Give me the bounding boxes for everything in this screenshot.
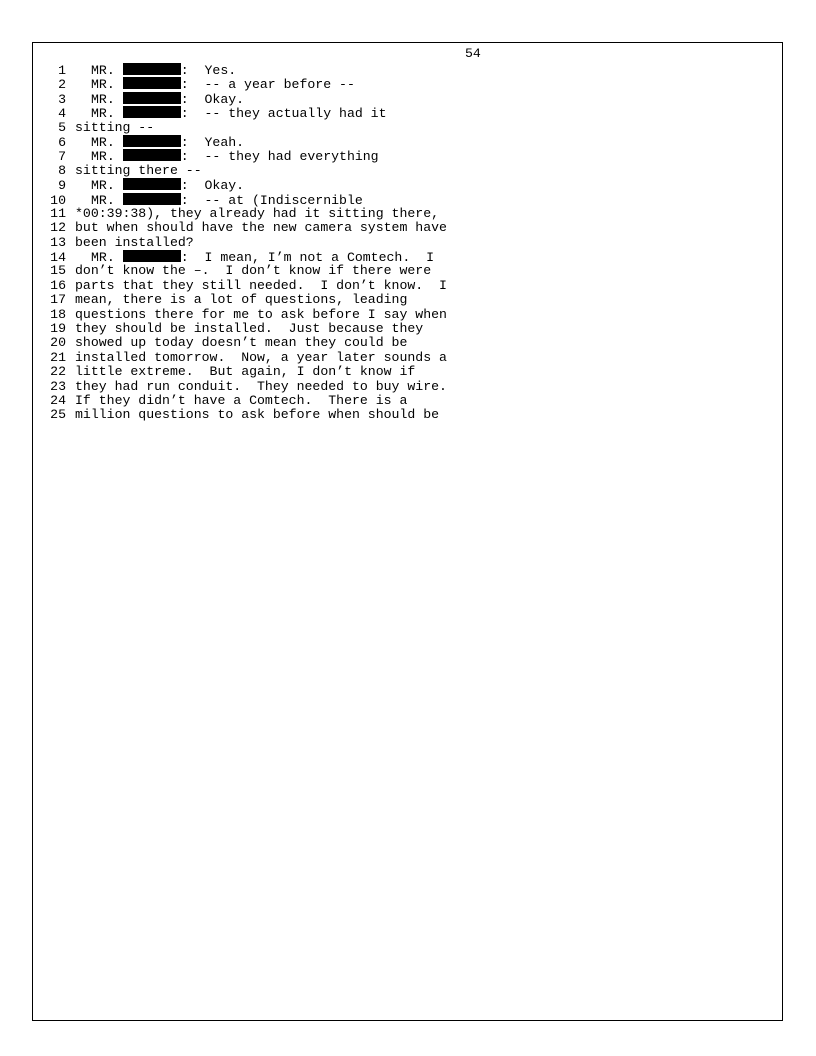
line-text: *00:39:38), they already had it sitting there, — [75, 205, 440, 221]
speaker-label: MR. — [91, 91, 115, 107]
line-text: mean, there is a lot of questions, leading — [75, 292, 408, 308]
transcript-line — [44, 336, 774, 350]
redaction-box — [123, 77, 181, 89]
redaction-box — [123, 135, 181, 147]
line-number: 20 — [50, 335, 66, 351]
line-number: 8 — [58, 162, 66, 178]
line-text: sitting -- — [75, 119, 155, 135]
redaction-box — [123, 178, 181, 190]
transcript-line — [44, 380, 774, 394]
transcript-line — [44, 351, 774, 365]
line-number: 14 — [50, 250, 66, 266]
line-number: 18 — [50, 306, 66, 322]
speaker-label: MR. — [91, 106, 115, 122]
redaction-box — [123, 193, 181, 205]
line-text: : I mean, I’m not a Comtech. I — [180, 250, 434, 266]
line-number: 11 — [50, 205, 66, 221]
line-number: 2 — [58, 77, 66, 93]
line-text: : -- at (Indiscernible — [180, 192, 363, 208]
speaker-label: MR. — [91, 77, 115, 93]
transcript-line — [44, 106, 774, 120]
line-number: 4 — [58, 106, 66, 122]
transcript-line — [44, 279, 774, 293]
transcript-line — [44, 121, 774, 135]
line-number: 13 — [50, 234, 66, 250]
line-text: : -- a year before -- — [180, 77, 355, 93]
line-text: : Yeah. — [180, 134, 245, 150]
line-text: million questions to ask before when should be — [75, 407, 440, 423]
redaction-box — [123, 250, 181, 262]
line-number: 24 — [50, 392, 66, 408]
line-text: : Yes. — [180, 63, 237, 78]
page-number: 54 — [465, 46, 481, 61]
transcript-line — [44, 236, 774, 250]
line-text: sitting there -- — [75, 162, 202, 178]
transcript-line — [44, 264, 774, 278]
transcript-line — [44, 322, 774, 336]
line-number: 16 — [50, 277, 66, 293]
transcript-body — [44, 63, 774, 423]
line-text: they should be installed. Just because they — [75, 321, 424, 337]
line-text: If they didn’t have a Comtech. There is a — [75, 392, 408, 408]
transcript-line — [44, 365, 774, 379]
line-text: : -- they had everything — [180, 149, 379, 165]
line-text: but when should have the new camera system have — [75, 220, 447, 236]
transcript-line — [44, 293, 774, 307]
transcript-line — [44, 207, 774, 221]
transcript-line — [44, 149, 774, 163]
line-number: 17 — [50, 292, 66, 308]
speaker-label: MR. — [91, 250, 115, 266]
redaction-box — [123, 92, 181, 104]
line-text: : -- they actually had it — [180, 106, 387, 122]
speaker-label: MR. — [91, 149, 115, 165]
speaker-label: MR. — [91, 192, 115, 208]
transcript-line — [44, 92, 774, 106]
transcript-line — [44, 308, 774, 322]
transcript-line — [44, 408, 774, 422]
line-number: 6 — [58, 134, 66, 150]
line-number: 9 — [58, 178, 66, 194]
line-text: questions there for me to ask before I say when — [75, 306, 447, 322]
line-number: 10 — [50, 192, 66, 208]
transcript-line — [44, 394, 774, 408]
line-text: been installed? — [75, 234, 194, 250]
transcript-line — [44, 135, 774, 149]
transcript-line — [44, 250, 774, 264]
transcript-line — [44, 63, 774, 77]
redaction-box — [123, 149, 181, 161]
transcript-line — [44, 164, 774, 178]
line-text: : Okay. — [180, 91, 245, 107]
line-number: 12 — [50, 220, 66, 236]
redaction-box — [123, 106, 181, 118]
line-number: 15 — [50, 263, 66, 279]
line-number: 7 — [58, 149, 66, 165]
line-number: 3 — [58, 91, 66, 107]
transcript-line — [44, 221, 774, 235]
speaker-label: MR. — [91, 178, 115, 194]
line-number: 21 — [50, 349, 66, 365]
line-number: 23 — [50, 378, 66, 394]
line-number: 25 — [50, 407, 66, 423]
line-text: parts that they still needed. I don’t know. I — [75, 277, 447, 293]
line-text: installed tomorrow. Now, a year later sounds a — [75, 349, 447, 365]
line-number: 19 — [50, 321, 66, 337]
line-number: 1 — [58, 63, 66, 78]
line-text: don’t know the –. I don’t know if there were — [75, 263, 432, 279]
line-text: showed up today doesn’t mean they could be — [75, 335, 408, 351]
line-text: little extreme. But again, I don’t know if — [75, 364, 416, 380]
speaker-label: MR. — [91, 63, 115, 78]
line-number: 22 — [50, 364, 66, 380]
line-text: they had run conduit. They needed to buy wire. — [75, 378, 447, 394]
transcript-line — [44, 178, 774, 192]
transcript-line — [44, 77, 774, 91]
redaction-box — [123, 63, 181, 75]
line-text: : Okay. — [180, 178, 245, 194]
line-number: 5 — [58, 119, 66, 135]
transcript-line — [44, 193, 774, 207]
speaker-label: MR. — [91, 134, 115, 150]
